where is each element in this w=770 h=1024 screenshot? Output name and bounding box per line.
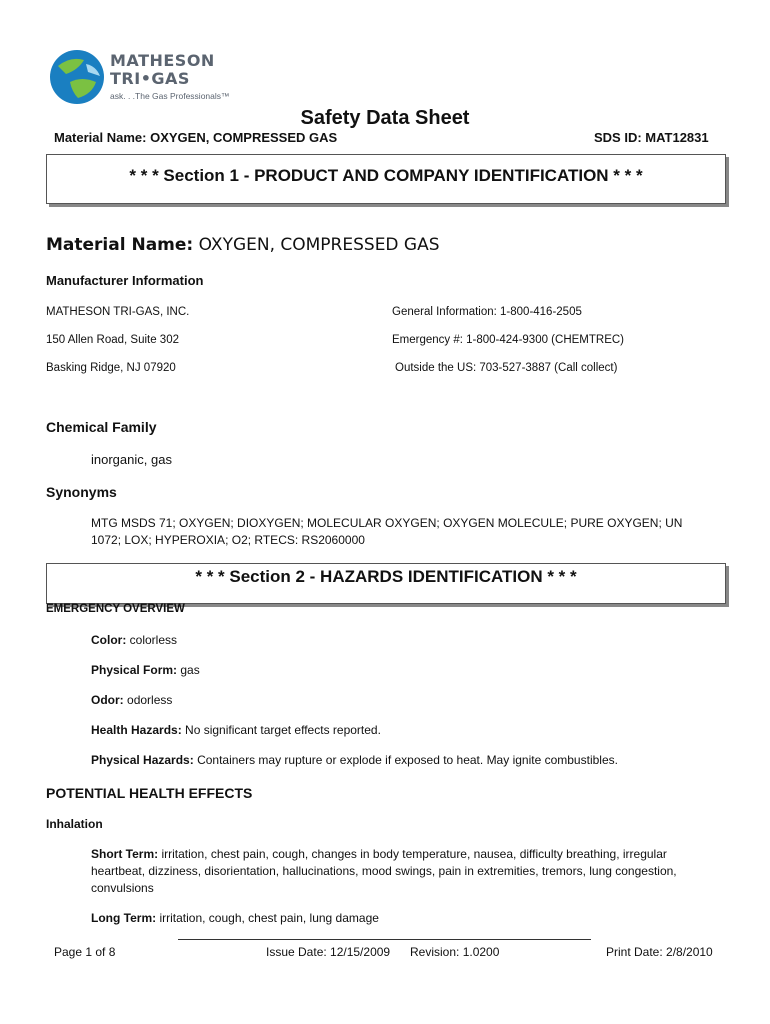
- hazard-physical-form-label: Physical Form:: [91, 663, 178, 677]
- hazard-health-value: No significant target effects reported.: [185, 723, 381, 737]
- hazard-color: [91, 633, 177, 647]
- hazard-health: [91, 723, 381, 737]
- company-logo: [48, 48, 248, 108]
- chemical-family-heading: Chemical Family: [46, 419, 157, 435]
- chemical-family-value: inorganic, gas: [91, 452, 172, 467]
- short-term-label: Short Term:: [91, 847, 159, 861]
- hazard-physical-value: Containers may rupture or explode if exposed to heat. May ignite combustibles.: [197, 753, 618, 767]
- hazard-odor-value: odorless: [127, 693, 173, 707]
- long-term-line: [91, 911, 379, 925]
- material-name-value: OXYGEN, COMPRESSED GAS: [198, 235, 440, 255]
- footer-rule: [178, 939, 591, 940]
- manufacturer-heading: Manufacturer Information: [46, 273, 204, 288]
- logo-tagline: ask. . .The Gas Professionals™: [110, 91, 230, 101]
- short-term-text1: irritation, chest pain, cough, changes in body temperature, nausea, difficulty breathing, irregular: [161, 847, 667, 861]
- hazard-physical-form-value: gas: [180, 663, 200, 677]
- hazard-odor: [91, 693, 172, 707]
- hazard-physical-label: Physical Hazards:: [91, 753, 194, 767]
- manufacturer-address: 150 Allen Road, Suite 302: [46, 334, 179, 346]
- hazard-health-label: Health Hazards:: [91, 723, 182, 737]
- hazard-physical-form: [91, 663, 200, 677]
- logo-line1: MATHESON: [110, 51, 215, 70]
- hazard-color-label: Color:: [91, 633, 127, 647]
- section1-header-box: [46, 154, 726, 204]
- emergency-overview-heading: EMERGENCY OVERVIEW: [46, 603, 185, 615]
- hazard-physical: [91, 753, 618, 767]
- logo-line2: TRI•GAS: [110, 69, 190, 88]
- potential-health-heading: POTENTIAL HEALTH EFFECTS: [46, 785, 253, 801]
- document-title: Safety Data Sheet: [300, 107, 470, 129]
- short-term-line3: convulsions: [91, 881, 154, 895]
- emergency-phone: Emergency #: 1-800-424-9300 (CHEMTREC): [392, 334, 625, 346]
- material-name-label: Material Name:: [46, 235, 194, 255]
- outside-us-phone: Outside the US: 703-527-3887 (Call collect): [395, 362, 618, 374]
- inhalation-heading: Inhalation: [46, 817, 103, 831]
- long-term-value: irritation, cough, chest pain, lung damage: [159, 911, 379, 925]
- section2-title: * * * Section 2 - HAZARDS IDENTIFICATION * * *: [195, 567, 577, 586]
- revision: Revision: 1.0200: [410, 945, 500, 959]
- globe-logo-icon: [48, 48, 106, 106]
- general-info-phone: General Information: 1-800-416-2505: [392, 306, 582, 318]
- material-name-line: [46, 235, 440, 255]
- hazard-color-value: colorless: [129, 633, 178, 647]
- synonyms-heading: Synonyms: [46, 484, 117, 500]
- short-term-line2: heartbeat, dizziness, disorientation, hallucinations, mood swings, pain in extremities, tremors, lung congestion,: [91, 864, 677, 878]
- manufacturer-city: Basking Ridge, NJ 07920: [46, 362, 176, 374]
- manufacturer-name: MATHESON TRI-GAS, INC.: [46, 306, 190, 318]
- synonyms-line1: MTG MSDS 71; OXYGEN; DIOXYGEN; MOLECULAR OXYGEN; OXYGEN MOLECULE; PURE OXYGEN; UN: [91, 516, 683, 530]
- issue-date: Issue Date: 12/15/2009: [266, 945, 391, 959]
- page-number: Page 1 of 8: [54, 945, 116, 959]
- synonyms-line2: 1072; LOX; HYPEROXIA; O2; RTECS: RS2060000: [91, 533, 365, 547]
- section1-title: * * * Section 1 - PRODUCT AND COMPANY IDENTIFICATION * * *: [129, 166, 643, 185]
- material-name-header: Material Name: OXYGEN, COMPRESSED GAS: [54, 130, 338, 145]
- print-date: Print Date: 2/8/2010: [606, 945, 713, 959]
- short-term-line1: [91, 847, 667, 861]
- sds-id: SDS ID: MAT12831: [594, 130, 709, 145]
- long-term-label: Long Term:: [91, 911, 157, 925]
- hazard-odor-label: Odor:: [91, 693, 124, 707]
- section2-header-box: [46, 563, 726, 604]
